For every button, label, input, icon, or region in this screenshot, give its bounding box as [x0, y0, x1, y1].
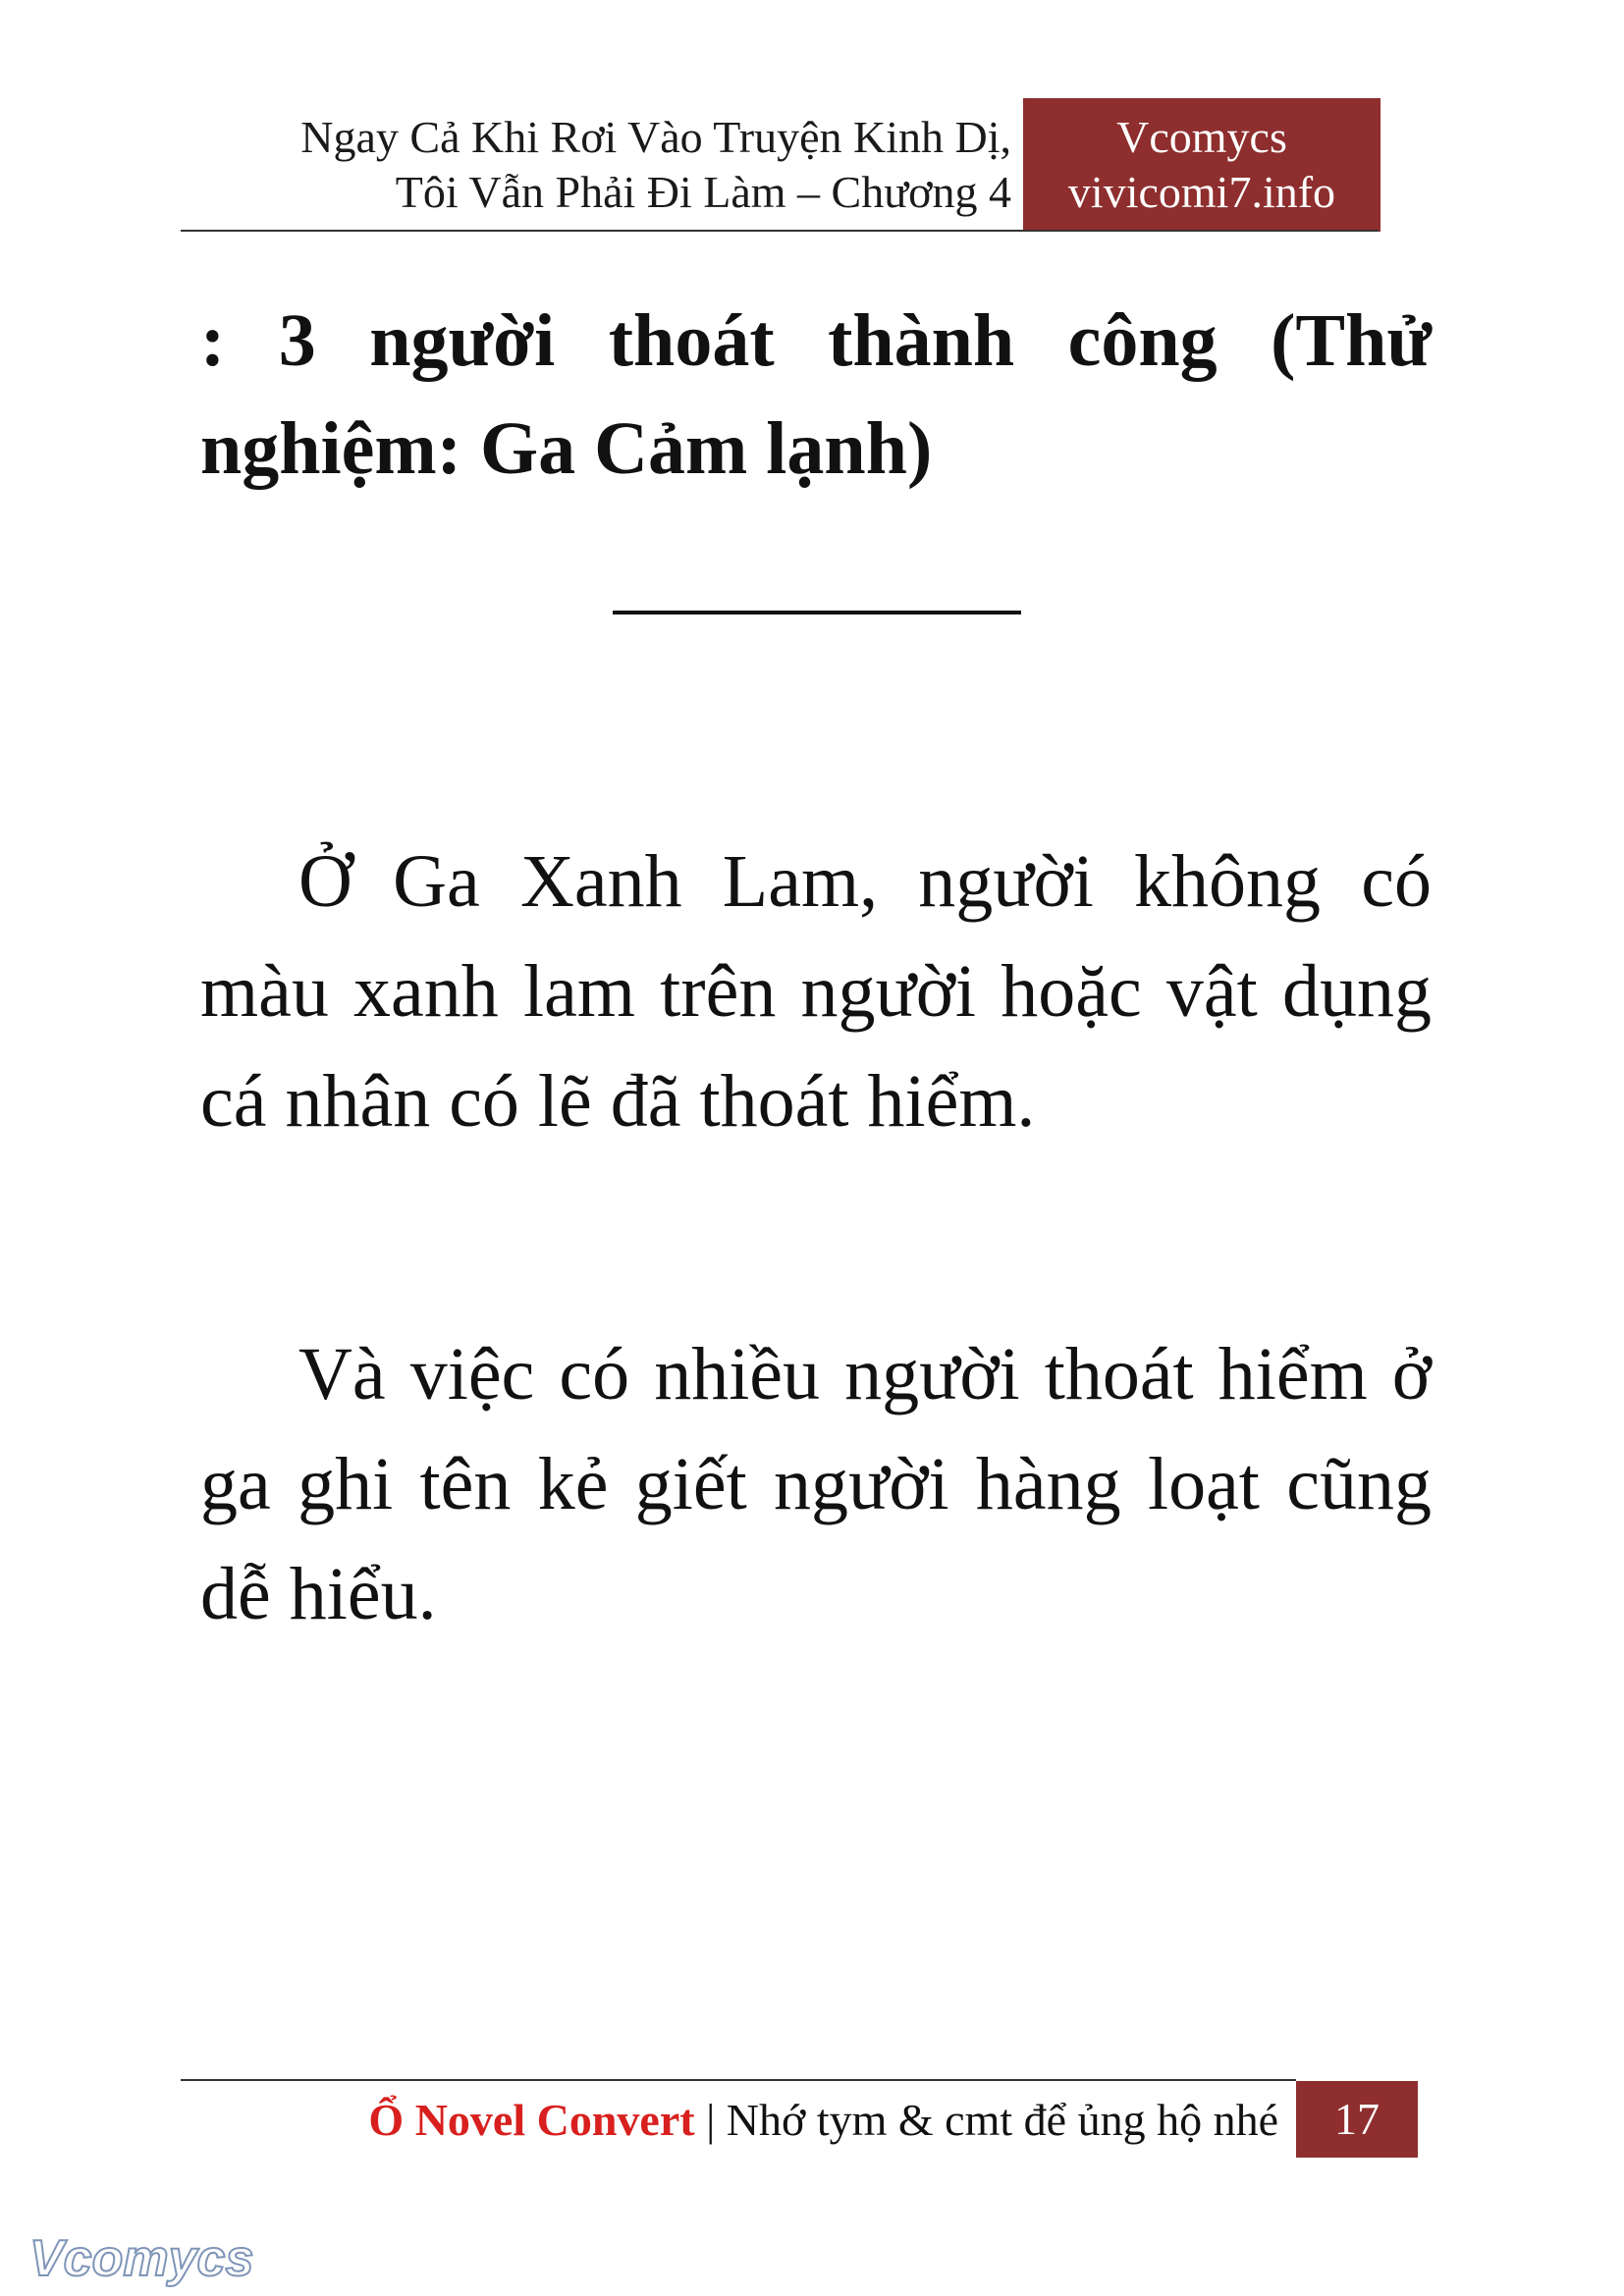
footer-text	[181, 2093, 1278, 2148]
footer-separator: |	[706, 2095, 716, 2145]
header-rule	[181, 230, 1379, 232]
section-heading: : 3 người thoát thành công (Thử nghiệm: Ga Cảm lạnh)	[200, 299, 1432, 490]
paragraph-2: Và việc có nhiều người thoát hiểm ở ga ghi tên kẻ giết người hàng loạt cũng dễ hiểu.	[200, 1333, 1432, 1635]
watermark-text: Vcomycs	[29, 2230, 254, 2287]
page-number: 17	[1296, 2081, 1418, 2158]
header-brand-site: vivicomi7.info	[1067, 167, 1336, 217]
footer-brand: Ổ Novel Convert	[368, 2095, 695, 2145]
separator-line	[613, 611, 1021, 614]
footer-note: Nhớ tym & cmt để ủng hộ nhé	[726, 2095, 1278, 2145]
header-title-line-2: Tôi Vẫn Phải Đi Làm – Chương 4	[395, 167, 1011, 217]
header-title-line-1: Ngay Cả Khi Rơi Vào Truyện Kinh Dị,	[300, 112, 1011, 162]
header-brand-box	[1023, 98, 1380, 232]
paragraph-1: Ở Ga Xanh Lam, người không có màu xanh lam trên người hoặc vật dụng cá nhân có lẽ đã thoát hiểm.	[200, 840, 1432, 1143]
vcomycs-watermark-logo	[24, 2220, 269, 2295]
header-brand-name: Vcomycs	[1116, 112, 1287, 162]
header-title	[181, 110, 1011, 220]
footer-rule	[181, 2079, 1296, 2081]
separator-text	[613, 611, 614, 612]
